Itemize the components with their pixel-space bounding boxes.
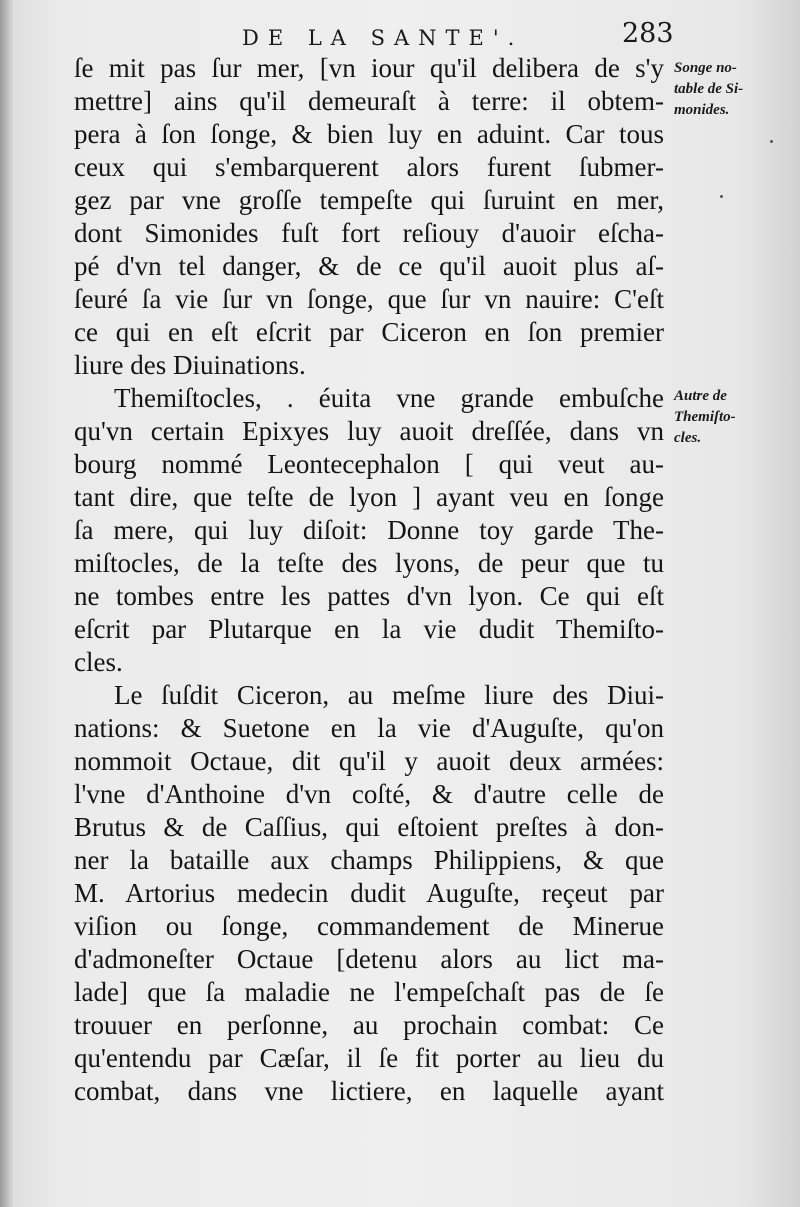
margin-note-line: table de Si- <box>674 81 744 97</box>
text-line: ceux qui s'embarquerent alors furent ſubmer- <box>74 152 664 182</box>
text-line: ſe mit pas ſur mer, [vn iour qu'il delibera de s'y <box>74 53 664 83</box>
text-line: liure des Diuinations. <box>74 350 306 380</box>
text-line: ſeuré ſa vie ſur vn ſonge, que ſur vn nauire: C'eſt <box>74 284 664 314</box>
text-line: lade] que ſa maladie ne l'empeſchaſt pas de ſe <box>74 977 664 1007</box>
margin-note-line: Themiſto- <box>674 409 736 425</box>
text-line: ſa mere, qui luy diſoit: Donne toy garde The- <box>74 515 664 545</box>
text-line: qu'entendu par Cæſar, il ſe fit porter au lieu du <box>74 1043 664 1073</box>
margin-note-line: Autre de <box>674 388 727 404</box>
running-head: DE LA SANTE'. <box>242 26 524 50</box>
text-line: Themiſtocles, . éuita vne grande embuſche <box>114 383 664 413</box>
text-line: Le ſuſdit Ciceron, au meſme liure des Diui- <box>114 680 664 710</box>
text-line: pera à ſon ſonge, & bien luy en aduint. Car tous <box>74 119 664 149</box>
text-line: dont Simonides fuſt fort reſiouy d'auoir eſcha- <box>74 218 664 248</box>
text-line: tant dire, que teſte de lyon ] ayant veu en ſonge <box>74 482 664 512</box>
margin-note-simonides <box>674 58 794 121</box>
text-line: Brutus & de Caſſius, qui eſtoient preſtes à don- <box>74 812 664 842</box>
text-line: ne tombes entre les pattes d'vn lyon. Ce qui eſt <box>74 581 664 611</box>
text-line: qu'vn certain Epixyes luy auoit dreſſée, dans vn <box>74 416 664 446</box>
text-line: eſcrit par Plutarque en la vie dudit Themiſto- <box>74 614 664 644</box>
ink-speck <box>720 195 723 198</box>
gutter-shadow <box>0 0 14 1207</box>
text-line: l'vne d'Anthoine d'vn coſté, & d'autre celle de <box>74 779 664 809</box>
page-number: 283 <box>622 18 674 49</box>
text-line: viſion ou ſonge, commandement de Mineruе <box>74 911 664 941</box>
text-line: ce qui en eſt eſcrit par Ciceron en ſon premier <box>74 317 664 347</box>
text-line: miſtocles, de la teſte des lyons, de peur que tu <box>74 548 664 578</box>
text-line: pé d'vn tel danger, & de ce qu'il auoit plus aſ- <box>74 251 664 281</box>
text-line: nommoit Octaue, dit qu'il y auoit deux armées: <box>74 746 664 776</box>
text-line: mettre] ains qu'il demeuraſt à terre: il obtem- <box>74 86 664 116</box>
text-line: combat, dans vne lictiere, en laquelle ayant <box>74 1076 664 1106</box>
ink-speck <box>770 140 773 143</box>
text-line: d'admoneſter Octaue [detenu alors au lict ma- <box>74 944 664 974</box>
text-line: trouuer en perſonne, au prochain combat: Ce <box>74 1010 664 1040</box>
text-line: gez par vne groſſe tempeſte qui ſuruint en mer, <box>74 185 664 215</box>
text-line: bourg nommé Leontecephalon [ qui veut au- <box>74 449 664 479</box>
margin-note-themistocles <box>674 386 794 449</box>
margin-note-line: monides. <box>674 102 730 118</box>
body-text <box>74 52 664 1108</box>
text-line: ner la bataille aux champs Philippiens, & que <box>74 845 664 875</box>
text-line: nations: & Suetone en la vie d'Auguſte, qu'on <box>74 713 664 743</box>
text-line: M. Artorius medecin dudit Auguſte, reçeut par <box>74 878 664 908</box>
margin-note-line: cles. <box>674 430 702 446</box>
text-line: cles. <box>74 647 123 677</box>
margin-note-line: Songe no- <box>674 60 737 76</box>
